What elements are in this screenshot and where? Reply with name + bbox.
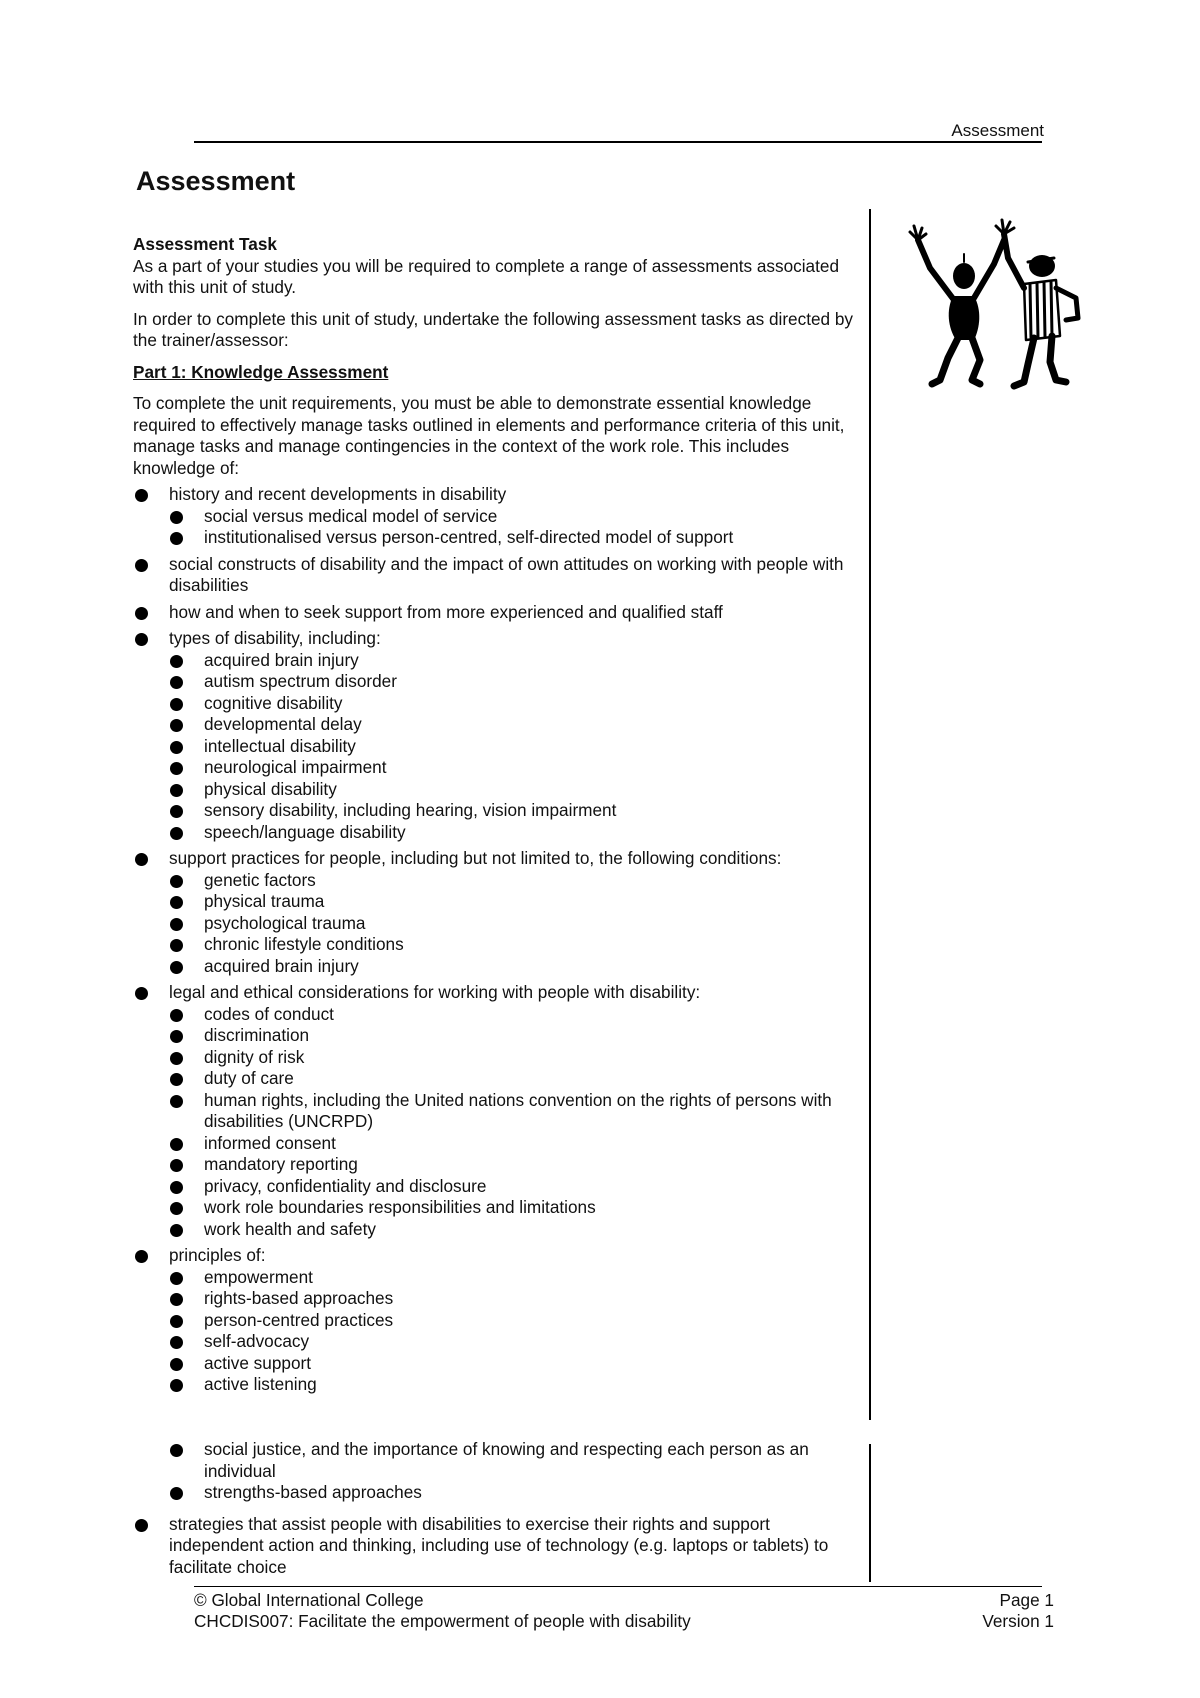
footer-rule xyxy=(194,1586,1042,1587)
footer-page-number: Page 1 xyxy=(999,1590,1054,1610)
knowledge-list xyxy=(133,484,858,1396)
running-header: Assessment xyxy=(951,121,1044,140)
part1-intro: To complete the unit requirements, you must be able to demonstrate essential knowledge required to effectively manage tasks outlined in elements and performance criteria of this unit, manage tasks and manage contingencies in the context of the work role. This includes knowledge of: xyxy=(133,393,845,478)
sub-list-item: intellectual disability xyxy=(133,736,858,758)
margin-divider xyxy=(869,1444,871,1582)
list-item: legal and ethical considerations for working with people with disability: xyxy=(133,982,858,1004)
sub-list-item: cognitive disability xyxy=(133,693,858,715)
sub-list-item: speech/language disability xyxy=(133,822,858,844)
footer-left xyxy=(194,1590,691,1632)
sub-list-item: privacy, confidentiality and disclosure xyxy=(133,1176,858,1198)
assessment-task-paragraph: As a part of your studies you will be required to complete a range of assessments associated with this unit of study. xyxy=(133,255,840,297)
sub-list-item: rights-based approaches xyxy=(133,1288,858,1310)
sub-list-item: duty of care xyxy=(133,1068,858,1090)
margin-divider xyxy=(869,209,871,1420)
sub-list-item: social justice, and the importance of knowing and respecting each person as an individual xyxy=(133,1439,858,1482)
footer-unit: CHCDIS007: Facilitate the empowerment of people with disability xyxy=(194,1611,691,1631)
list-item: social constructs of disability and the impact of own attitudes on working with people with disabilities xyxy=(133,554,858,597)
list-item: types of disability, including: xyxy=(133,628,858,650)
sub-list-item: informed consent xyxy=(133,1133,858,1155)
list-item: how and when to seek support from more experienced and qualified staff xyxy=(133,602,858,624)
assessment-task-paragraph: In order to complete this unit of study, undertake the following assessment tasks as directed by the trainer/assessor: xyxy=(133,308,854,350)
list-item: strategies that assist people with disabilities to exercise their rights and support independent action and thinking, including use of technology (e.g. laptops or tablets) to facilitate choice xyxy=(133,1514,858,1579)
list-item: support practices for people, including but not limited to, the following conditions: xyxy=(133,848,858,870)
continued-list xyxy=(133,1439,858,1578)
sub-list-item: developmental delay xyxy=(133,714,858,736)
sub-list-item: chronic lifestyle conditions xyxy=(133,934,858,956)
sub-list-item: institutionalised versus person-centred, self-directed model of support xyxy=(133,527,858,549)
sub-list-item: strengths-based approaches xyxy=(133,1482,858,1504)
sub-list-item: acquired brain injury xyxy=(133,650,858,672)
sub-list-item: dignity of risk xyxy=(133,1047,858,1069)
sub-list-item: physical disability xyxy=(133,779,858,801)
sub-list-item: genetic factors xyxy=(133,870,858,892)
footer-right xyxy=(982,1590,1054,1632)
list-item: principles of: xyxy=(133,1245,858,1267)
assessment-task-heading: Assessment Task xyxy=(133,234,277,254)
sub-list-item: codes of conduct xyxy=(133,1004,858,1026)
sub-list-item: psychological trauma xyxy=(133,913,858,935)
sub-list-item: active support xyxy=(133,1353,858,1375)
sub-list-item: discrimination xyxy=(133,1025,858,1047)
sub-list-item: active listening xyxy=(133,1374,858,1396)
sub-list-item: empowerment xyxy=(133,1267,858,1289)
page-title: Assessment xyxy=(136,166,296,196)
main-content xyxy=(133,234,858,1396)
header-rule xyxy=(194,141,1042,143)
list-item: history and recent developments in disability xyxy=(133,484,858,506)
sub-list-item: social versus medical model of service xyxy=(133,506,858,528)
sub-list-item: mandatory reporting xyxy=(133,1154,858,1176)
sub-list-item: physical trauma xyxy=(133,891,858,913)
sub-list-item: neurological impairment xyxy=(133,757,858,779)
sub-list-item: self-advocacy xyxy=(133,1331,858,1353)
sub-list-item: acquired brain injury xyxy=(133,956,858,978)
sub-list-item: human rights, including the United nations convention on the rights of persons with disabilities (UNCRPD) xyxy=(133,1090,858,1133)
sub-list-item: autism spectrum disorder xyxy=(133,671,858,693)
dancing-figures-icon xyxy=(900,218,1090,400)
sub-list-item: work role boundaries responsibilities and limitations xyxy=(133,1197,858,1219)
sub-list-item: work health and safety xyxy=(133,1219,858,1241)
sub-list-item: person-centred practices xyxy=(133,1310,858,1332)
footer-copyright: © Global International College xyxy=(194,1590,424,1610)
sub-list-item: sensory disability, including hearing, vision impairment xyxy=(133,800,858,822)
part1-heading: Part 1: Knowledge Assessment xyxy=(133,361,389,382)
footer-version: Version 1 xyxy=(982,1611,1054,1631)
